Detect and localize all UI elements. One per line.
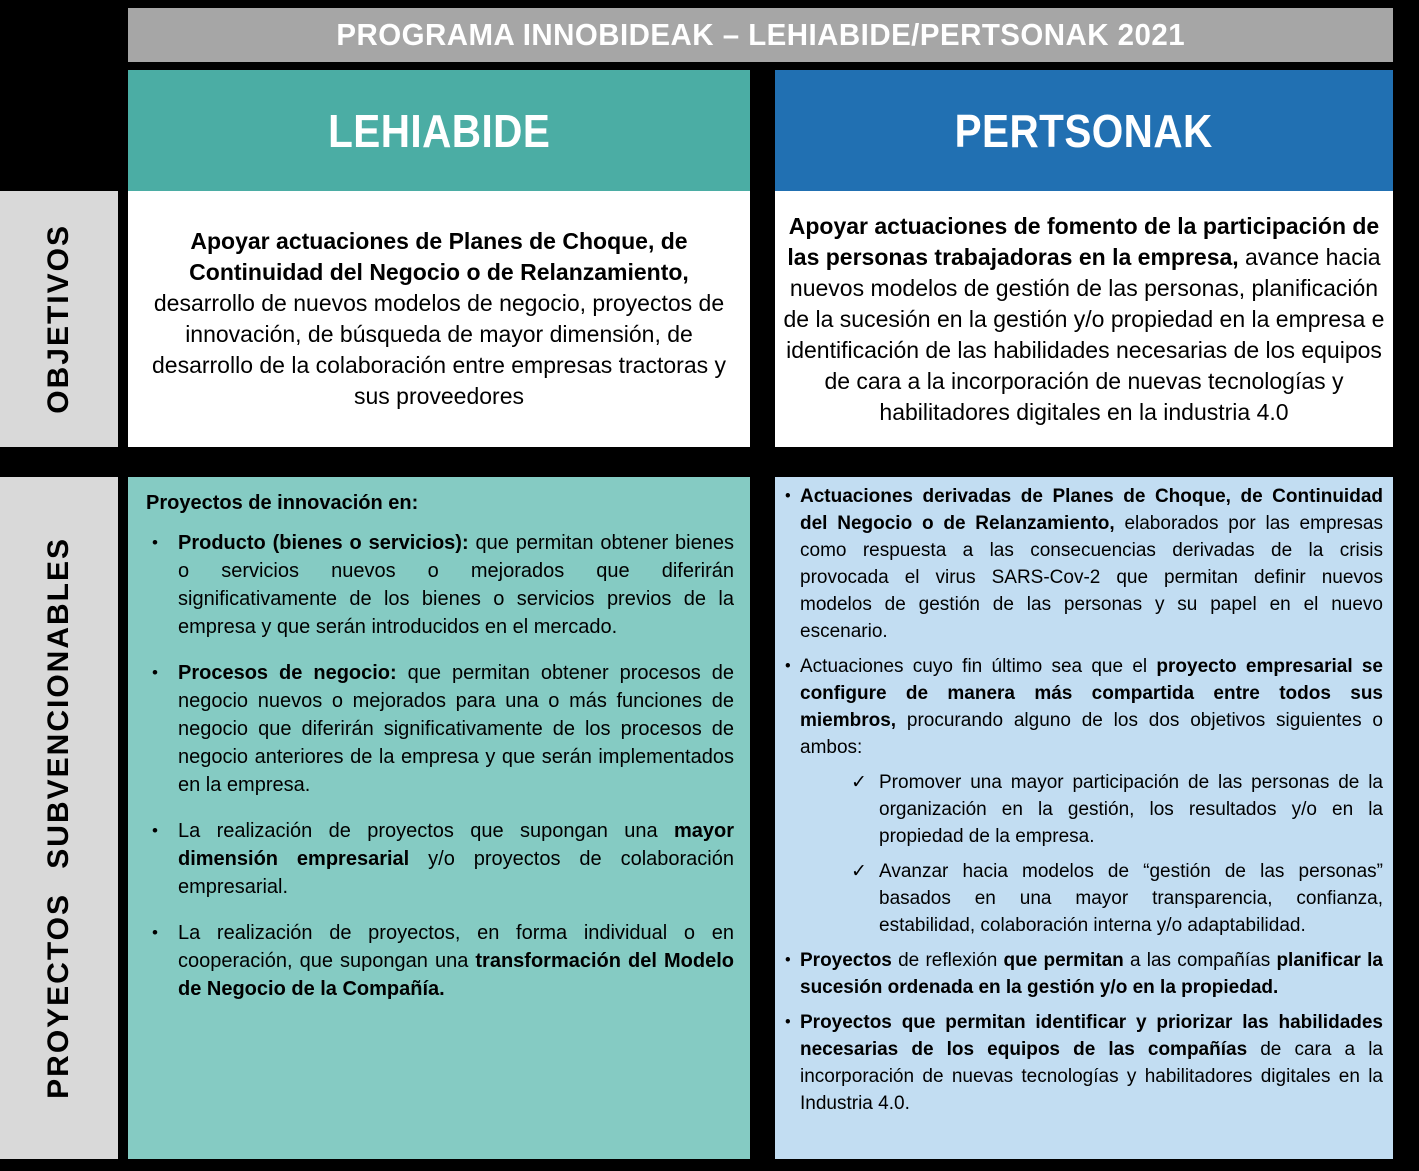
row-label-objetivos-text: OBJETIVOS (42, 224, 75, 414)
list-item (785, 947, 1383, 1001)
row-label-objetivos (0, 191, 118, 447)
lehiabide-proyectos-heading: Proyectos de innovación en: (146, 492, 419, 514)
bullet-icon: • (152, 821, 158, 840)
bullet-icon: • (785, 657, 791, 675)
column-header-lehiabide (128, 70, 750, 191)
pertsonak-bullet-1-text: Actuaciones derivadas de Planes de Choque, de Continuidad del Negocio o de Relanzamiento, elaborados por las empresas como respuesta a las consecuencias derivadas de la crisis provocada el virus SARS-Cov-2 que permitan definir nuevos modelos de gestión de las personas y su papel en el nuevo escenario. (800, 486, 1383, 642)
lehiabide-bullet-3-text: La realización de proyectos que supongan una mayor dimensión empresarial y/o proyectos de colaboración empresarial. (178, 820, 734, 898)
title-bar (128, 8, 1393, 62)
pertsonak-bullet-4-text: Proyectos que permitan identificar y priorizar las habilidades necesarias de los equipos de las compañías de cara a la incorporación de nuevas tecnologías y habilitadores digitales en la Industria 4.0. (800, 1012, 1383, 1114)
list-item (785, 1009, 1383, 1117)
bullet-icon: • (152, 533, 158, 552)
cell-proyectos-lehiabide (128, 477, 750, 1159)
lehiabide-bullet-1-text: Producto (bienes o servicios): que permitan obtener bienes o servicios nuevos o mejorados que diferirán significativamente de los bienes o servicios previos de la empresa y que serán introducidos en el mercado. (178, 532, 734, 638)
checkmark-icon: ✓ (851, 861, 867, 882)
row-label-proyectos-text: PROYECTOS SUBVENCIONABLES (42, 537, 75, 1099)
list-item (146, 817, 734, 901)
cell-objetivos-lehiabide (128, 191, 750, 447)
objetivos-lehiabide-text: Apoyar actuaciones de Planes de Choque, de Continuidad del Negocio o de Relanzamiento, desarrollo de nuevos modelos de negocio, proyectos de innovación, de búsqueda de mayor dimensión, de desarrollo de la colaboración entre empresas tractoras y sus proveedores (151, 228, 726, 409)
column-header-pertsonak (775, 70, 1393, 191)
bullet-icon: • (152, 923, 158, 942)
pertsonak-bullet-2-text: Actuaciones cuyo fin último sea que el proyecto empresarial se configure de manera más compartida entre todos sus miembros, procurando alguno de los dos objetivos siguientes o ambos: (800, 656, 1383, 758)
bullet-icon: • (785, 1013, 791, 1031)
row-label-proyectos-subvencionables (0, 477, 118, 1159)
checkmark-icon: ✓ (851, 772, 867, 793)
cell-objetivos-pertsonak (775, 191, 1393, 447)
pertsonak-sub-bullet-2-text: Avanzar hacia modelos de “gestión de las personas” basados en una mayor transparencia, confianza, estabilidad, colaboración interna y/o adaptabilidad. (879, 861, 1383, 936)
list-item (146, 659, 734, 799)
column-header-pertsonak-label: PERTSONAK (954, 104, 1214, 157)
list-item (785, 483, 1383, 645)
pertsonak-sub-bullet-1-text: Promover una mayor participación de las personas de la organización en la gestión, los resultados y/o en la propiedad de la empresa. (879, 772, 1383, 847)
objetivos-pertsonak-text: Apoyar actuaciones de fomento de la participación de las personas trabajadoras en la empresa, avance hacia nuevos modelos de gestión de las personas, planificación de la sucesión en la gestión y/o propiedad en la empresa e identificación de las habilidades necesarias de los equipos de cara a la incorporación de nuevas tecnologías y habilitadores digitales en la industria 4.0 (783, 212, 1385, 425)
list-item (851, 858, 1383, 939)
list-item (785, 653, 1383, 761)
title-text: PROGRAMA INNOBIDEAK – LEHIABIDE/PERTSONAK 2021 (336, 17, 1185, 52)
cell-proyectos-pertsonak (775, 477, 1393, 1159)
bullet-icon: • (785, 951, 791, 969)
list-item (851, 769, 1383, 850)
pertsonak-bullet-3-text: Proyectos de reflexión que permitan a las compañías planificar la sucesión ordenada en la gestión y/o en la propiedad. (800, 950, 1383, 998)
lehiabide-bullet-2-text: Procesos de negocio: que permitan obtener procesos de negocio nuevos o mejorados para una o más funciones de negocio que diferirán significativamente de los procesos de negocio anteriores de la empresa y que serán implementados en la empresa. (178, 662, 735, 796)
bullet-icon: • (785, 487, 791, 505)
list-item (146, 919, 734, 1003)
column-header-lehiabide-label: LEHIABIDE (327, 104, 551, 157)
bullet-icon: • (152, 663, 158, 682)
lehiabide-bullet-4-text: La realización de proyectos, en forma individual o en cooperación, que supongan una transformación del Modelo de Negocio de la Compañía. (178, 922, 734, 1000)
list-item (146, 529, 734, 641)
